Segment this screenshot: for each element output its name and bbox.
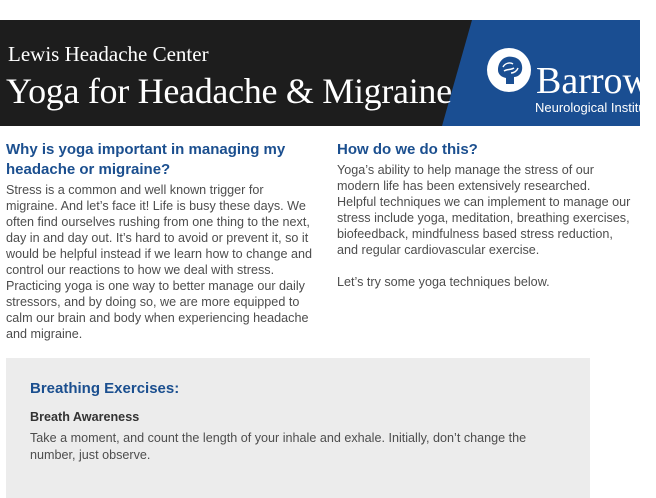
right-column [337, 140, 633, 290]
right-column-cta: Let’s try some yoga techniques below. [337, 275, 550, 289]
exercises-heading: Breathing Exercises: [30, 380, 180, 397]
breath-awareness-body: Take a moment, and count the length of your inhale and exhale. Initially, don’t change the number, just observe. [30, 431, 527, 462]
right-column-heading: How do we do this? [337, 141, 478, 158]
page-title: Yoga for Headache & Migraine [6, 71, 452, 111]
left-column-heading: Why is yoga important in managing my headache or migraine? [6, 141, 286, 178]
header-banner [0, 20, 656, 126]
right-column-body: Yoga’s ability to help manage the stress of our modern life has been extensively researched. Helpful techniques we can implement to manage our stress include yoga, meditation, breathing exercises, biofeedback, mindfulness based stress reduction, and regular cardiovascular exercise. [337, 163, 631, 257]
left-column-body: Stress is a common and well known trigger for migraine. And let’s face it! Life is busy these days. We often find ourselves rushing from one thing to the next, day in and day out. It’s hard to avoid or prevent it, so it would be helpful instead if we learn how to change and control our reactions to how we deal with stress. Practicing yoga is one way to better manage our daily stressors, and by doing so, we are more equipped to calm our brain and body when experiencing headache and migraine. [6, 183, 312, 341]
header-subtitle: Lewis Headache Center [8, 42, 209, 66]
logo-name: Barrow [536, 60, 650, 102]
brain-in-head-icon [484, 40, 534, 104]
breath-awareness-heading: Breath Awareness [30, 410, 140, 424]
logo-subtitle: Neurological Institute [535, 100, 656, 115]
left-column [6, 140, 318, 342]
breathing-exercises-box [6, 358, 590, 498]
